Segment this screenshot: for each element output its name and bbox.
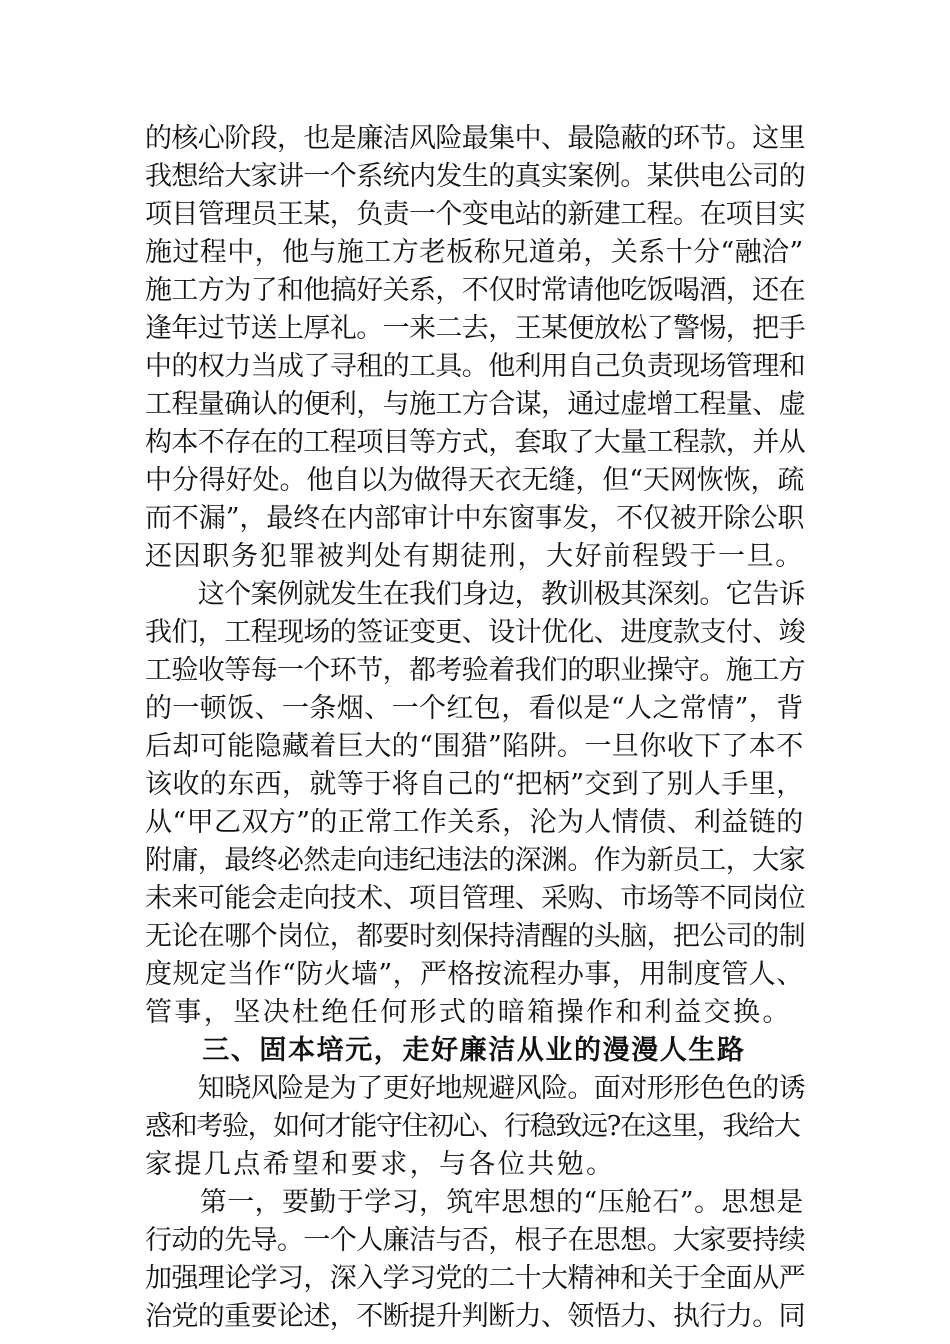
text-line: 惑和考验，如何才能守住初心、行稳致远?在这里，我给大 [145, 1111, 800, 1142]
text-line: 而不漏”，最终在内部审计中东窗事发，不仅被开除公职 [145, 503, 805, 534]
text-line: 我想给大家讲一个系统内发生的真实案例。某供电公司的 [145, 161, 805, 192]
text-line: 该收的东西，就等于将自己的“把柄”交到了别人手里， [145, 769, 804, 800]
text-line: 度规定当作“防火墙”，严格按流程办事，用制度管人、 [145, 959, 804, 990]
text-line: 的一顿饭、一条烟、一个红包，看似是“人之常情”，背 [145, 693, 804, 724]
text-line: 构本不存在的工程项目等方式，套取了大量工程款，并从 [145, 427, 805, 458]
text-line: 逢年过节送上厚礼。一来二去，王某便放松了警惕，把手 [145, 313, 805, 344]
text-line: 附庸，最终必然走向违纪违法的深渊。作为新员工，大家 [145, 845, 805, 876]
text-line: 家提几点希望和要求，与各位共勉。 [145, 1149, 616, 1180]
text-line: 加强理论学习，深入学习党的二十大精神和关于全面从严 [145, 1263, 805, 1294]
text-line: 中的权力当成了寻租的工具。他利用自己负责现场管理和 [145, 351, 805, 382]
document-body [145, 120, 805, 1336]
text-line: 工验收等每一个环节，都考验着我们的职业操守。施工方 [145, 655, 805, 686]
text-line: 施工方为了和他搞好关系，不仅时常请他吃饭喝酒，还在 [145, 275, 805, 306]
text-line: 的核心阶段，也是廉洁风险最集中、最隐蔽的环节。这里 [145, 123, 805, 154]
text-line: 中分得好处。他自以为做得天衣无缝，但“天网恢恢，疏 [145, 465, 805, 496]
text-line: 未来可能会走向技术、项目管理、采购、市场等不同岗位 [145, 883, 805, 914]
section-heading: 三、固本培元，走好廉洁从业的漫漫人生路 [145, 1035, 746, 1066]
text-line: 这个案例就发生在我们身边，教训极其深刻。它告诉 [145, 579, 805, 610]
text-line: 管事，坚决杜绝任何形式的暗箱操作和利益交换。 [145, 997, 792, 1028]
text-line: 知晓风险是为了更好地规避风险。面对形形色色的诱 [145, 1073, 805, 1104]
text-line: 工程量确认的便利，与施工方合谋，通过虚增工程量、虚 [145, 389, 805, 420]
text-line: 第一，要勤于学习，筑牢思想的“压舱石”。思想是 [145, 1187, 804, 1218]
text-line: 还因职务犯罪被判处有期徒刑，大好前程毁于一旦。 [145, 541, 804, 572]
text-line: 行动的先导。一个人廉洁与否，根子在思想。大家要持续 [145, 1225, 805, 1256]
text-line: 治党的重要论述，不断提升判断力、领悟力、执行力。同 [145, 1301, 805, 1332]
text-line: 项目管理员王某，负责一个变电站的新建工程。在项目实 [145, 199, 805, 230]
text-line: 从“甲乙双方”的正常工作关系，沦为人情债、利益链的 [145, 807, 804, 838]
text-line: 无论在哪个岗位，都要时刻保持清醒的头脑，把公司的制 [145, 921, 805, 952]
text-line: 施过程中，他与施工方老板称兄道弟，关系十分“融洽” [145, 237, 804, 268]
text-line: 我们，工程现场的签证变更、设计优化、进度款支付、竣 [145, 617, 805, 648]
text-line: 后却可能隐藏着巨大的“围猎”陷阱。一旦你收下了本不 [145, 731, 804, 762]
